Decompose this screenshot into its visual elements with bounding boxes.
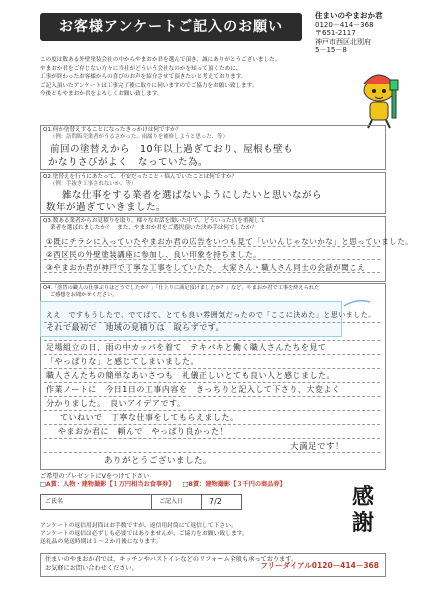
q1-question: Q1.何か塗替えすることになったきっかけは何ですか？ bbox=[43, 127, 182, 133]
q4-answer-line: ええ ですもうしたで、でてばて、とても良い雰囲気だったので「ここに決めた」と思いました。 bbox=[46, 311, 376, 319]
q4-answer-line: ありがとうございました。 bbox=[104, 456, 213, 466]
q3-answer-line: ③やまおか君が神戸で丁寧な工事をしていたた 大家さん・職人さん同士の会話が聞こえ bbox=[46, 263, 366, 272]
company-info bbox=[315, 12, 383, 55]
table-divider bbox=[201, 495, 202, 509]
kansha-stamp bbox=[352, 484, 374, 536]
divider bbox=[44, 340, 380, 341]
divider bbox=[44, 452, 380, 453]
q4-answer-line: やまおか君に 頼んで やっぱり良かった！ bbox=[58, 427, 228, 436]
page-title: お客様アンケートご記入のお願い bbox=[40, 13, 302, 41]
q1-subtext: （例：訪問販売業者がうるさかった、雨漏りを補修しようと思った、等） bbox=[50, 134, 228, 140]
q4-answer-line: 職人さんたちの簡単なあいさつも 礼儀正しいとても良い人と感じました。 bbox=[46, 371, 335, 380]
company-phone: 0120－414－368 bbox=[315, 20, 374, 29]
company-postal: 〒651-2117 bbox=[315, 29, 356, 37]
intro-line: この度は数ある外壁塗装会社の中からやまおか君を選んで頂き、誠にありがとうございました。 bbox=[40, 57, 281, 63]
company-address-1: 神戸市西区北別府 bbox=[315, 37, 371, 46]
divider bbox=[44, 396, 380, 397]
company-name: 住まいのやまおか君 bbox=[315, 11, 383, 20]
q4-answer-line: 分かりました。 良いアイデアです。 bbox=[46, 399, 186, 408]
divider bbox=[44, 382, 380, 383]
q3-answer-line: ①既にチラシに入っていたやまおか君の広告をいつも見て「いいんじゃないかな」と思っていました。 bbox=[46, 237, 414, 246]
divider bbox=[44, 368, 380, 369]
notes bbox=[40, 522, 248, 546]
q2-subtext: （例：手抜き工事されないか、等） bbox=[50, 181, 137, 187]
q2-answer-line: 数年が過ぎていきました。 bbox=[46, 202, 167, 213]
name-date-table bbox=[40, 494, 242, 510]
divider bbox=[44, 410, 380, 411]
intro-line: やまおか君をご存じない方々に当社がどういう会社なのかを知って頂くために、 bbox=[40, 65, 242, 72]
gift-option-a-label: A賞：人物・建物撮影【１万円相当お食事券】 bbox=[45, 481, 175, 488]
note-line: 送礼品の発送時期は１～２か月後になります。 bbox=[40, 539, 162, 545]
q3-question: Q3.数ある業者からお見積りを取り、様々なお話を聞いた中で、どういった点を重視して bbox=[43, 218, 266, 224]
q3-answer-line: ②西区民の外壁塗装講座に参加し、良い印象を持ちました。 bbox=[46, 250, 262, 259]
q2-answer-line: 雑な仕事をする業者を選ばないようにしたいと思いながら bbox=[62, 190, 323, 201]
q1-answer-line: かなりさびがよく なっていた為。 bbox=[48, 157, 209, 168]
free-dial: フリーダイアル0120－414－368 bbox=[260, 561, 379, 570]
footer-text-2: お気軽にお問い合わせください。 bbox=[45, 564, 138, 572]
gift-option-b-label: B賞：建物撮影【３千円の商品券】 bbox=[188, 481, 286, 488]
q4-answer-line: それで最初で 地域の見積りは 取らずです。 bbox=[46, 323, 225, 332]
q4-answer-line: ていねいで 丁寧な仕事をしてもらえました。 bbox=[60, 413, 239, 422]
q4-answer-line: 足場組立の日、雨の中カッパを着て テキパキと働く職人さんたちを見て bbox=[46, 343, 327, 352]
footer-text: 住まいのやまおか君では、キッチンやバストイレなどのリフォーム全般も承っております。 bbox=[45, 556, 298, 563]
q4-question-2: ご感想をお聞かせください。 bbox=[50, 292, 118, 298]
kansha-text: 感謝 bbox=[352, 484, 375, 536]
note-line: アンケートの返信は必ずしも必要ではありませんが、ご協力をお願い致します。 bbox=[40, 531, 248, 537]
intro-line: ご記入頂いたアンケートは工事完了後に取りに伺いますのでご協力をお願い致します。 bbox=[40, 82, 258, 89]
q4-answer-line: 大満足です！ bbox=[290, 442, 345, 452]
footer-box bbox=[40, 553, 386, 577]
divider bbox=[44, 438, 380, 439]
name-label: ご氏名 bbox=[45, 498, 64, 505]
q1-answer-line: 前回の塗替えから 10年以上過ぎており、屋根も壁も bbox=[50, 144, 294, 155]
q4-question: Q4.「塗替の職人の仕事ぶりはどうでしたか？」「仕上りに満足頂けましたか？」など、やまおか君で工事を終えられた bbox=[43, 285, 320, 291]
arrow-mark bbox=[342, 296, 372, 310]
note-line: アンケートの返信用封筒はお手数ですが、返信用封筒にて返信して下さい。 bbox=[40, 523, 237, 529]
company-address-2: 5－15－8 bbox=[315, 46, 347, 54]
q3-question-2: 業者を選ばれましたか？ また、やまおか君をご選択頂いた決め手は何でしたか？ bbox=[50, 225, 257, 231]
table-divider bbox=[151, 495, 152, 509]
date-label: ご記入日 bbox=[159, 498, 184, 505]
gift-option-a[interactable]: □A賞：人物・建物撮影【１万円相当お食事券】 bbox=[40, 481, 175, 488]
date-value: 7/2 bbox=[209, 497, 222, 506]
intro-line: 今後ともやまおか君をよろしくお願い致します。 bbox=[40, 91, 163, 98]
gift-section bbox=[40, 473, 286, 489]
q4-answer-line: 「やっぱりな」と感じてしまいました。 bbox=[46, 357, 199, 366]
divider bbox=[44, 424, 380, 425]
intro-line: 工事が終わったお客様からの喜びのお声を紹介させて頂きたいと考えております。 bbox=[40, 74, 247, 81]
gift-instruction: ご希望のプレゼントにVをつけて下さい bbox=[40, 473, 150, 480]
intro-text bbox=[40, 56, 340, 99]
divider bbox=[44, 354, 380, 355]
q4-answer-line: 作業ノートに 今日1日の工事内容を きっちりと記入して下さり、大変よく bbox=[46, 385, 341, 394]
mascot-illustration bbox=[352, 70, 410, 132]
q2-question: Q2.塗替えを行うにあたって、不安だったこと・悩んでいたことは何ですか？ bbox=[43, 174, 238, 180]
gift-option-b[interactable]: □B賞：建物撮影【３千円の商品券】 bbox=[182, 481, 286, 488]
